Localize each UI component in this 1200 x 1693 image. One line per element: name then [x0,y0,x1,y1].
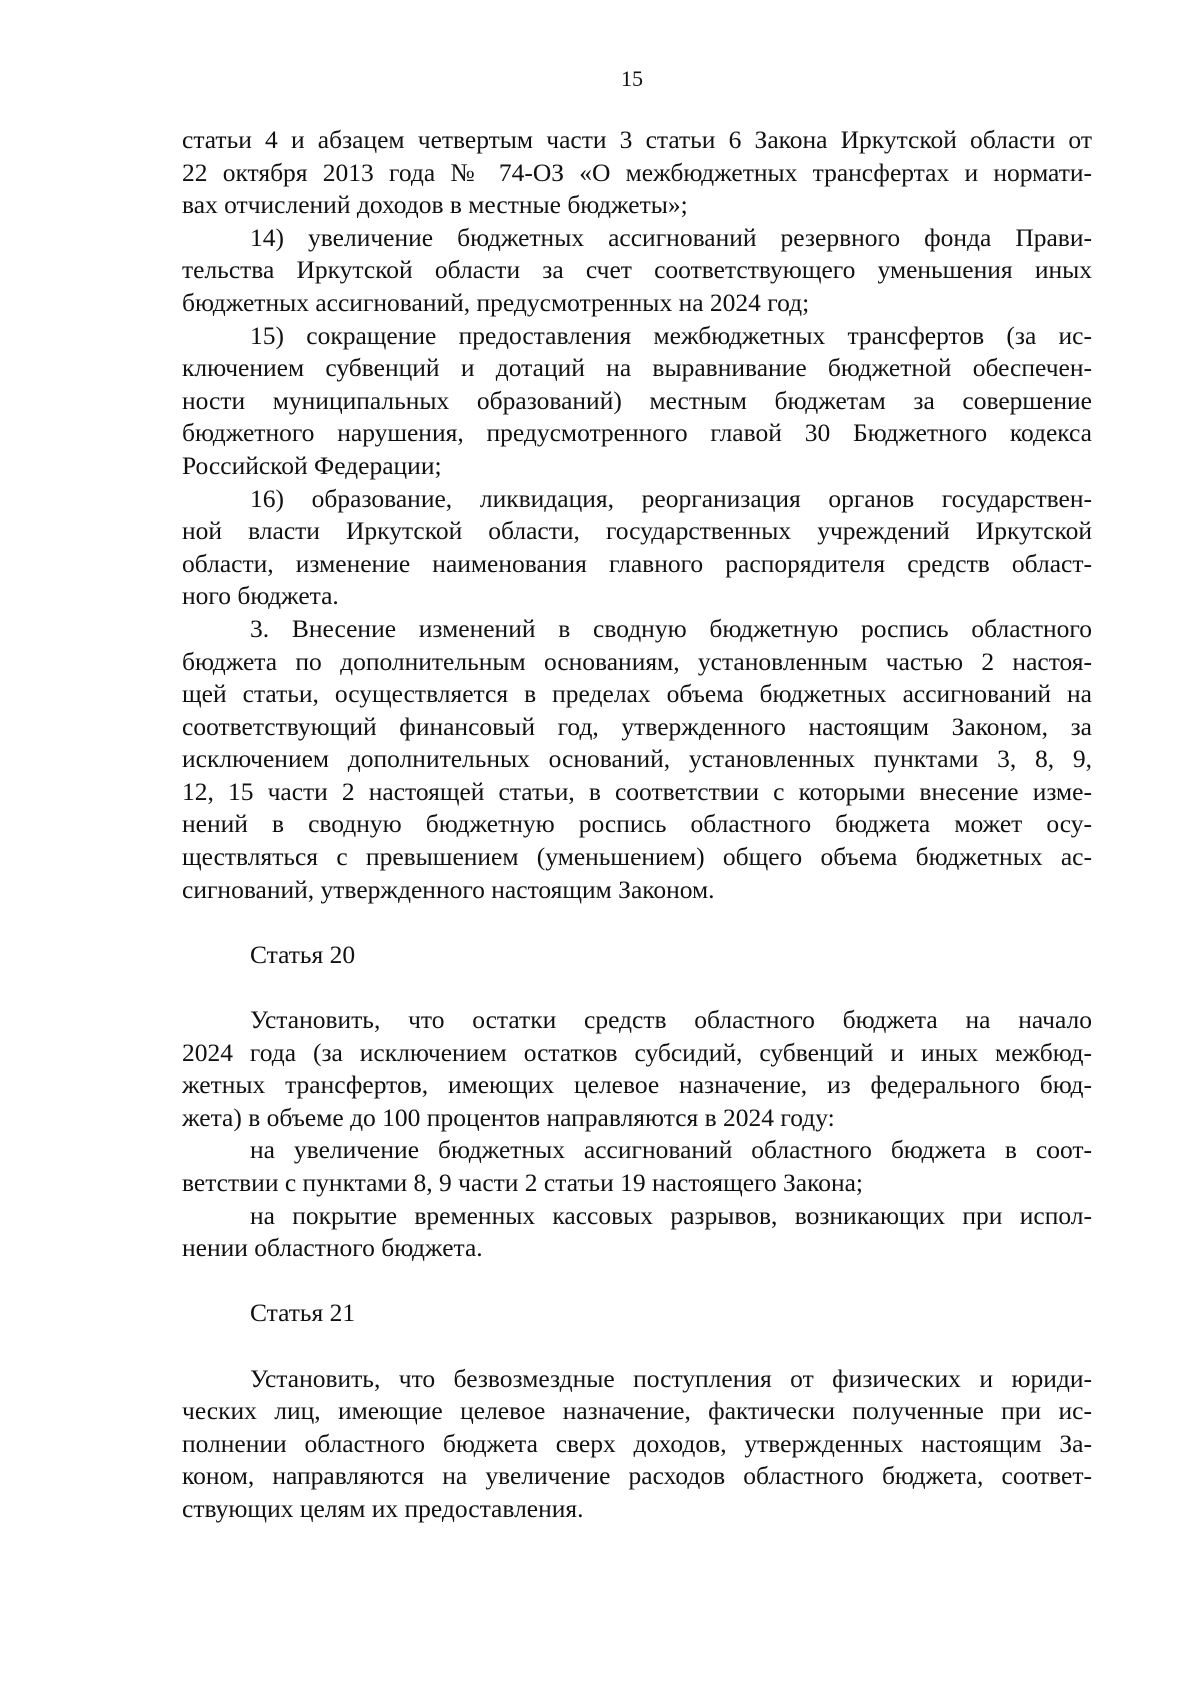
text-line: 12, 15 части 2 настоящей статьи, в соответствии с которыми внесение изме- [182,776,1092,806]
spacer [182,1265,1092,1298]
paragraph [182,483,1092,613]
text-line: на увеличение бюджетных ассигнований областного бюджета в соот- [250,1135,1092,1165]
spacer [182,971,1092,1004]
text-line: ного бюджета. [182,581,339,611]
text-line: ствующих целям их предоставления. [182,1493,584,1523]
spacer [182,906,1092,939]
paragraph [182,124,1092,222]
article-heading: Статья 20 [250,939,356,969]
text-line: бюджета по дополнительным основаниям, установленным частью 2 настоя- [182,646,1092,676]
page-number: 15 [621,66,643,91]
text-line: коном, направляются на увеличение расходов областного бюджета, соответ- [182,1461,1092,1491]
article-heading: Статья 21 [250,1298,356,1328]
text-line: нении областного бюджета. [182,1233,483,1263]
text-line: Российской Федерации; [182,450,442,480]
text-line: жета) в объеме до 100 процентов направляются в 2024 году: [182,1102,835,1132]
text-line: нений в сводную бюджетную роспись областного бюджета может осу- [182,809,1092,839]
text-line: тельства Иркутской области за счет соответствующего уменьшения иных [182,255,1092,285]
text-line: полнении областного бюджета сверх доходов, утвержденных настоящим За- [182,1428,1092,1458]
paragraph [182,613,1092,906]
paragraph [182,222,1092,320]
text-line: соответствующий финансовый год, утвержденного настоящим Законом, за [182,711,1092,741]
text-line: ветствии с пунктами 8, 9 части 2 статьи 19 настоящего Закона; [182,1168,864,1197]
text-line: сигнований, утвержденного настоящим Законом. [182,874,715,904]
text-line: ности муниципальных образований) местным бюджетам за совершение [182,385,1092,415]
text-line: области, изменение наименования главного распорядителя средств област- [182,548,1092,578]
text-line: 16) образование, ликвидация, реорганизация органов государствен- [250,483,1092,513]
paragraph [182,320,1092,483]
paragraph [182,1200,1092,1265]
paragraph [182,1134,1092,1199]
text-line: щей статьи, осуществляется в пределах объема бюджетных ассигнований на [182,679,1092,709]
text-line: ной власти Иркутской области, государственных учреждений Иркутской [182,516,1092,546]
text-line: 3. Внесение изменений в сводную бюджетную роспись областного [250,613,1092,643]
text-line: статьи 4 и абзацем четвертым части 3 статьи 6 Закона Иркутской области от [182,125,1092,154]
text-line: вах отчислений доходов в местные бюджеты»; [182,190,688,220]
text-line: Установить, что остатки средств областного бюджета на начало [250,1005,1092,1035]
paragraph [182,1363,1092,1526]
text-line: исключением дополнительных оснований, установленных пунктами 3, 8, 9, [182,744,1092,774]
text-line: на покрытие временных кассовых разрывов, возникающих при испол- [250,1200,1092,1230]
text-line: бюджетных ассигнований, предусмотренных на 2024 год; [182,287,810,317]
text-line: Установить, что безвозмездные поступления от физических и юриди- [250,1363,1092,1393]
text-line: 2024 года (за исключением остатков субсидий, субвенций и иных межбюд- [182,1037,1092,1067]
text-line: бюджетного нарушения, предусмотренного главой 30 Бюджетного кодекса [182,418,1092,448]
text-line: 22 октября 2013 года № 74-ОЗ «О межбюджетных трансфертах и нормати- [182,157,1092,187]
paragraph [182,1004,1092,1134]
text-line: ключением субвенций и дотаций на выравнивание бюджетной обеспечен- [182,353,1092,383]
text-line: ществляться с превышением (уменьшением) общего объема бюджетных ас- [182,842,1092,872]
text-line: жетных трансфертов, имеющих целевое назначение, из федерального бюд- [182,1070,1092,1100]
spacer [182,1330,1092,1363]
text-line: 14) увеличение бюджетных ассигнований резервного фонда Прави- [250,222,1092,252]
document-body [182,124,1092,1526]
text-line: ческих лиц, имеющие целевое назначение, фактически полученные при ис- [182,1396,1092,1426]
text-line: 15) сокращение предоставления межбюджетных трансфертов (за ис- [250,320,1092,350]
